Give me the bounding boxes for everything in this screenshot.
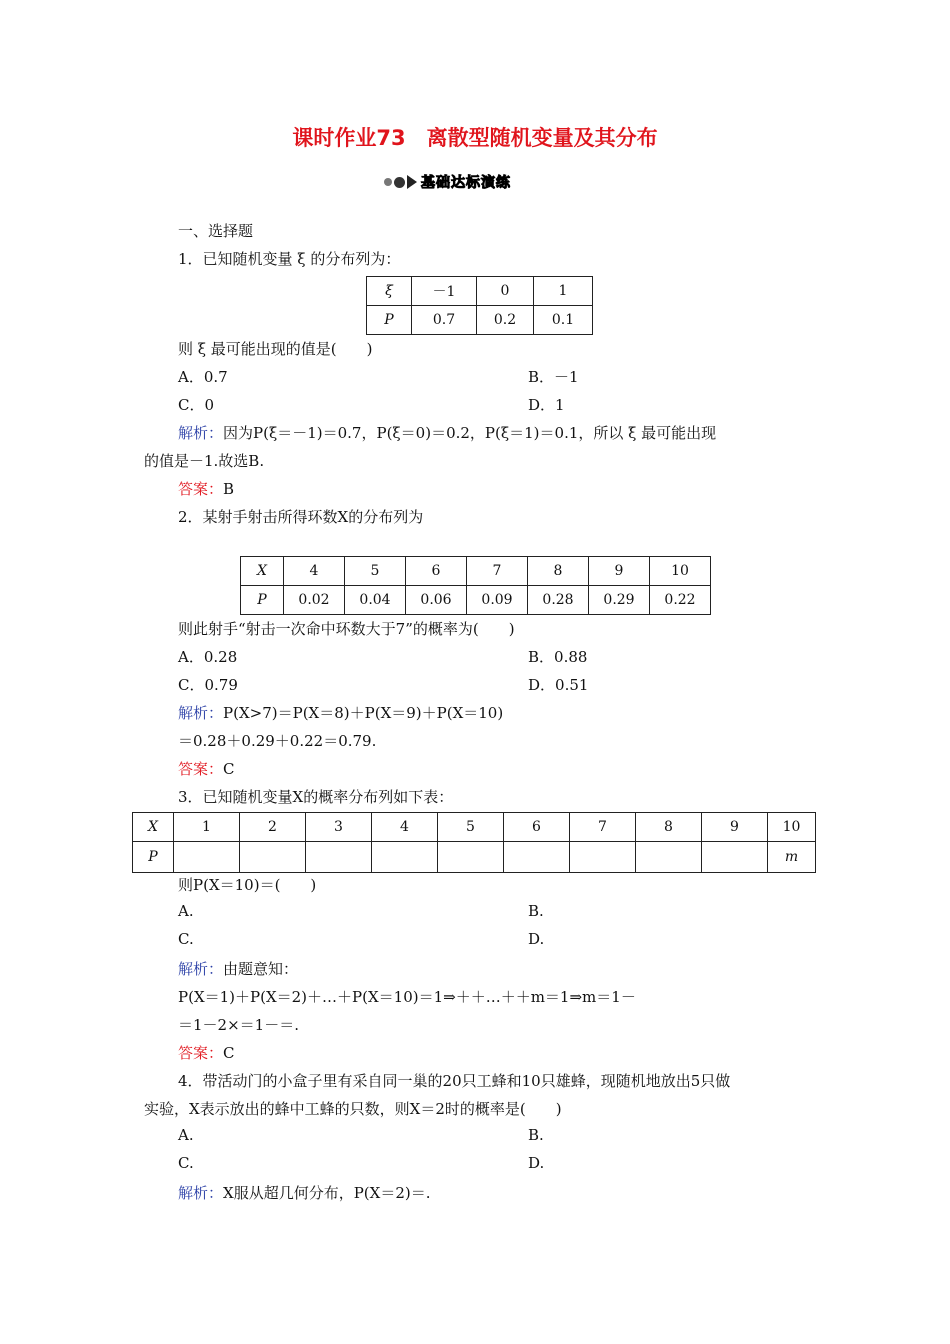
table-cell: 10 xyxy=(650,557,711,586)
q3-option-b: B. xyxy=(528,902,544,920)
table-cell xyxy=(504,842,570,873)
q1-stem: 1．已知随机变量 ξ 的分布列为： xyxy=(178,250,401,268)
q3-question: 则P(X＝10)＝( ) xyxy=(178,876,317,894)
table-cell xyxy=(570,842,636,873)
q2-option-a: A．0.28 xyxy=(178,648,238,666)
table-cell xyxy=(438,842,504,873)
q4-option-c: C. xyxy=(178,1154,194,1172)
banner-dot-small-icon xyxy=(384,178,392,186)
answer-value: C xyxy=(223,1044,235,1062)
q2-analysis xyxy=(178,702,503,723)
answer-value: C xyxy=(223,760,235,778)
banner-text: 基础达标演练 xyxy=(421,175,511,191)
table-cell: P xyxy=(133,842,174,873)
table-cell xyxy=(240,842,306,873)
q2-analysis-cont: ＝0.28＋0.29＋0.22＝0.79. xyxy=(178,732,377,750)
table-cell: P xyxy=(241,586,284,615)
q1-answer xyxy=(178,478,234,499)
table-cell: 0.7 xyxy=(412,306,477,335)
section-heading: 一、选择题 xyxy=(178,222,254,240)
table-row xyxy=(241,557,711,586)
table-cell: 9 xyxy=(589,557,650,586)
table-row xyxy=(367,277,593,306)
table-cell: P xyxy=(367,306,412,335)
table-cell: 9 xyxy=(702,813,768,842)
q2-option-d: D．0.51 xyxy=(528,676,589,694)
table-cell: 7 xyxy=(467,557,528,586)
q3-option-a: A. xyxy=(178,902,194,920)
page-title: 课时作业73 离散型随机变量及其分布 xyxy=(292,126,658,150)
q4-option-b: B. xyxy=(528,1126,544,1144)
table-cell: 1 xyxy=(534,277,593,306)
table-cell: 0.09 xyxy=(467,586,528,615)
table-cell: 0.2 xyxy=(477,306,534,335)
q2-question: 则此射手“射击一次命中环数大于7”的概率为( ) xyxy=(178,620,515,638)
q2-answer xyxy=(178,758,235,779)
q4-option-d: D. xyxy=(528,1154,545,1172)
q3-analysis-cont-2: ＝1－2×＝1－＝. xyxy=(178,1016,299,1034)
table-cell: 0.1 xyxy=(534,306,593,335)
table-cell: 0.02 xyxy=(284,586,345,615)
table-cell: 4 xyxy=(284,557,345,586)
analysis-text: 由题意知： xyxy=(223,960,299,978)
q3-option-d: D. xyxy=(528,930,545,948)
table-cell xyxy=(306,842,372,873)
table-cell: X xyxy=(133,813,174,842)
table-cell xyxy=(636,842,702,873)
table-cell xyxy=(372,842,438,873)
table-row xyxy=(133,842,816,873)
section-banner xyxy=(384,172,511,192)
q4-stem: 4．带活动门的小盒子里有采自同一巢的20只工蜂和10只雄蜂，现随机地放出5只做 xyxy=(178,1072,731,1090)
analysis-text: X服从超几何分布，P(X＝2)＝. xyxy=(223,1184,431,1202)
table-cell: 6 xyxy=(504,813,570,842)
analysis-label: 解析： xyxy=(178,1184,224,1202)
table-cell: 0.22 xyxy=(650,586,711,615)
table-cell: 5 xyxy=(438,813,504,842)
table-cell: 8 xyxy=(528,557,589,586)
table-row xyxy=(241,586,711,615)
q3-analysis-cont: P(X＝1)＋P(X＝2)＋…＋P(X＝10)＝1⇒＋＋…＋＋m＝1⇒m＝1－ xyxy=(178,988,636,1006)
table-cell: 8 xyxy=(636,813,702,842)
banner-dot-large-icon xyxy=(394,177,405,188)
analysis-label: 解析： xyxy=(178,704,224,722)
answer-label: 答案： xyxy=(178,760,224,778)
table-cell xyxy=(174,842,240,873)
table-cell: 6 xyxy=(406,557,467,586)
table-cell: 0 xyxy=(477,277,534,306)
table-cell: X xyxy=(241,557,284,586)
q2-table xyxy=(240,556,711,615)
q2-stem: 2．某射手射击所得环数X的分布列为 xyxy=(178,508,424,526)
answer-value: B xyxy=(223,480,235,498)
table-cell: 0.06 xyxy=(406,586,467,615)
table-cell: 5 xyxy=(345,557,406,586)
q4-stem-cont: 实验，X表示放出的蜂中工蜂的只数，则X＝2时的概率是( ) xyxy=(144,1100,562,1118)
q3-answer xyxy=(178,1042,235,1063)
q4-option-a: A. xyxy=(178,1126,194,1144)
q1-option-a: A．0.7 xyxy=(178,368,228,386)
q2-option-b: B．0.88 xyxy=(528,648,588,666)
table-cell: ξ xyxy=(367,277,412,306)
answer-label: 答案： xyxy=(178,480,224,498)
q3-table xyxy=(132,812,816,873)
table-cell: 1 xyxy=(174,813,240,842)
table-cell: 2 xyxy=(240,813,306,842)
table-cell: 7 xyxy=(570,813,636,842)
q1-question: 则 ξ 最可能出现的值是( ) xyxy=(178,340,373,358)
table-cell: －1 xyxy=(412,277,477,306)
banner-arrow-icon xyxy=(407,175,417,189)
table-cell: 0.04 xyxy=(345,586,406,615)
analysis-label: 解析： xyxy=(178,960,224,978)
table-cell: 10 xyxy=(768,813,816,842)
table-row xyxy=(367,306,593,335)
table-row xyxy=(133,813,816,842)
q1-option-c: C．0 xyxy=(178,396,215,414)
q3-option-c: C. xyxy=(178,930,194,948)
table-cell: 4 xyxy=(372,813,438,842)
table-cell: m xyxy=(768,842,816,873)
q3-analysis xyxy=(178,958,298,979)
q1-option-b: B．－1 xyxy=(528,368,579,386)
q1-analysis xyxy=(178,422,716,443)
table-cell: 3 xyxy=(306,813,372,842)
table-cell xyxy=(702,842,768,873)
analysis-label: 解析： xyxy=(178,424,224,442)
q1-option-d: D．1 xyxy=(528,396,565,414)
analysis-text: 因为P(ξ＝－1)＝0.7，P(ξ＝0)＝0.2，P(ξ＝1)＝0.1，所以 ξ 最可能出现 xyxy=(223,424,717,442)
q1-table xyxy=(366,276,593,335)
table-cell: 0.28 xyxy=(528,586,589,615)
q1-analysis-cont: 的值是－1.故选B. xyxy=(144,452,265,470)
answer-label: 答案： xyxy=(178,1044,224,1062)
q2-option-c: C．0.79 xyxy=(178,676,238,694)
q4-analysis xyxy=(178,1182,430,1203)
table-cell: 0.29 xyxy=(589,586,650,615)
q3-stem: 3．已知随机变量X的概率分布列如下表： xyxy=(178,788,454,806)
analysis-text: P(X>7)＝P(X＝8)＋P(X＝9)＋P(X＝10) xyxy=(223,704,504,722)
